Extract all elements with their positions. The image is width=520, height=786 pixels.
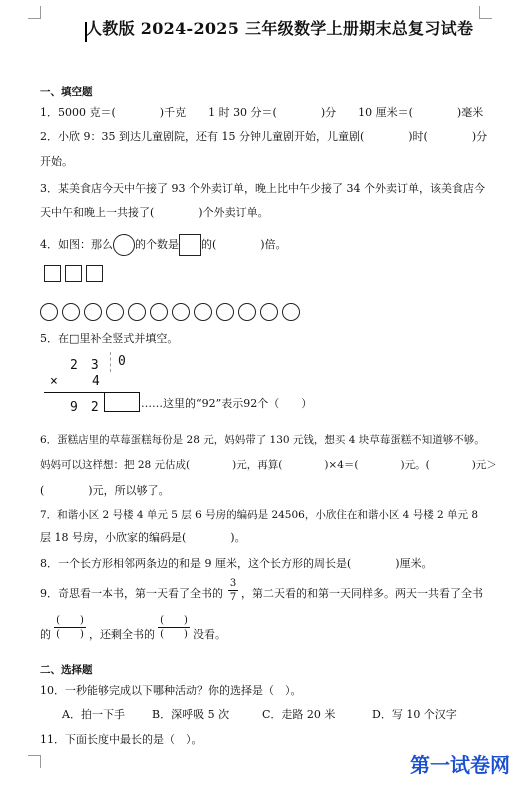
circle-icon <box>128 303 146 321</box>
question-5: 5．在□里补全竖式并填空。 <box>40 332 179 345</box>
blank-fraction-1 <box>54 615 86 640</box>
calc-operator: × <box>50 374 58 389</box>
calc-row-2: 4 <box>92 374 100 389</box>
circle-icon <box>84 303 102 321</box>
question-7-line-2: 层 18 号房，小欣家的编码是( )。 <box>40 531 246 544</box>
fraction-bar <box>54 627 86 628</box>
square-icon <box>65 265 82 282</box>
question-4 <box>40 234 287 256</box>
question-7-line-1: 7．和谐小区 2 号楼 4 单元 5 层 6 号房的编码是 24506，小欣住在和谐小区 4 号楼 2 单元 8 <box>40 509 479 521</box>
square-symbol-icon <box>179 234 201 256</box>
question-6-line-2: 妈妈可以这样想：把 28 元估成( )元，再算( )×4＝( )元。( )元＞ <box>40 459 497 471</box>
calc-row-1: 2 3 <box>70 358 99 373</box>
question-9-line-2b: ，还剩全书的 <box>89 628 155 641</box>
option-b: B．深呼吸 5 次 <box>152 708 230 721</box>
corner-mark-bottom-left <box>28 755 41 768</box>
square-icon <box>44 265 61 282</box>
calc-dashed-divider <box>110 352 111 372</box>
question-3-line-2: 天中午和晚上一共接了( )个外卖订单。 <box>40 206 269 219</box>
corner-mark-top-right <box>479 6 492 19</box>
corner-mark-top-left <box>28 6 41 19</box>
option-d: D．写 10 个汉字 <box>372 708 457 721</box>
square-icon <box>86 265 103 282</box>
blank-numerator: ( ) <box>160 615 188 626</box>
question-6-line-1: 6．蛋糕店里的草莓蛋糕每份是 28 元，妈妈带了 130 元钱，想买 4 块草莓蛋糕不知道够不够。 <box>40 434 485 446</box>
circle-icon <box>194 303 212 321</box>
circle-icon <box>62 303 80 321</box>
calc-row-3: 9 2 <box>70 400 99 415</box>
site-watermark: 第一试卷网 <box>410 753 510 777</box>
circle-icon <box>172 303 190 321</box>
question-2-line-1: 2．小欣 9：35 到达儿童剧院，还有 15 分钟儿童剧开始，儿童剧( )时( )分 <box>40 130 488 143</box>
circle-icon <box>216 303 234 321</box>
blank-denominator: ( ) <box>56 629 84 640</box>
question-10: 10．一秒能够完成以下哪种活动？你的选择是（ ）。 <box>40 684 302 697</box>
question-2-line-2: 开始。 <box>40 155 73 168</box>
option-a: A．拍一下手 <box>62 708 125 721</box>
fraction-numerator: 3 <box>229 578 237 589</box>
fraction-bar <box>158 627 190 628</box>
question-11: 11．下面长度中最长的是（ ）。 <box>40 733 203 746</box>
question-4-suffix: 的( )倍。 <box>201 238 287 251</box>
circle-icon <box>282 303 300 321</box>
question-6-line-3: ( )元，所以够了。 <box>40 484 170 497</box>
question-9-line-2c: 没看。 <box>193 628 226 641</box>
circle-symbol-icon <box>113 234 135 256</box>
section-multiple-choice: 二、选择题 <box>40 664 93 676</box>
question-4-prefix: 4．如图：那么 <box>40 238 113 251</box>
circle-icon <box>40 303 58 321</box>
question-9-line-1b: ，第二天看的和第一天同样多。两天一共看了全书 <box>241 587 483 600</box>
blank-numerator: ( ) <box>56 615 84 626</box>
blank-fraction-2 <box>158 615 190 640</box>
answer-box <box>104 392 140 412</box>
option-c: C．走路 20 米 <box>262 708 336 721</box>
question-9-line-1a: 9．奇思看一本书，第一天看了全书的 <box>40 587 223 600</box>
question-4-middle: 的个数是 <box>135 238 179 251</box>
calc-note: ……这里的“92”表示92个（ ） <box>141 397 313 410</box>
circle-icon <box>260 303 278 321</box>
circle-icon <box>150 303 168 321</box>
question-3-line-1: 3．某美食店今天中午接了 93 个外卖订单，晚上比中午少接了 34 个外卖订单，该美食店今 <box>40 182 485 195</box>
calc-row-1-extra: 0 <box>118 354 126 369</box>
blank-denominator: ( ) <box>160 629 188 640</box>
calc-line <box>44 392 108 393</box>
section-fill-in: 一、填空题 <box>40 86 93 98</box>
circle-icon <box>238 303 256 321</box>
question-1: 1．5000 克＝( )千克 1 时 30 分＝( )分 10 厘米＝( )毫米 <box>40 106 484 119</box>
question-8: 8．一个长方形相邻两条边的和是 9 厘米，这个长方形的周长是( )厘米。 <box>40 557 433 570</box>
circle-icon <box>106 303 124 321</box>
fraction-three-sevenths <box>228 578 238 603</box>
page-title: 人教版 2024-2025 三年级数学上册期末总复习试卷 <box>86 19 474 38</box>
fraction-bar <box>228 590 238 591</box>
question-9-line-2a: 的 <box>40 628 51 641</box>
fraction-denominator: 7 <box>229 592 237 603</box>
